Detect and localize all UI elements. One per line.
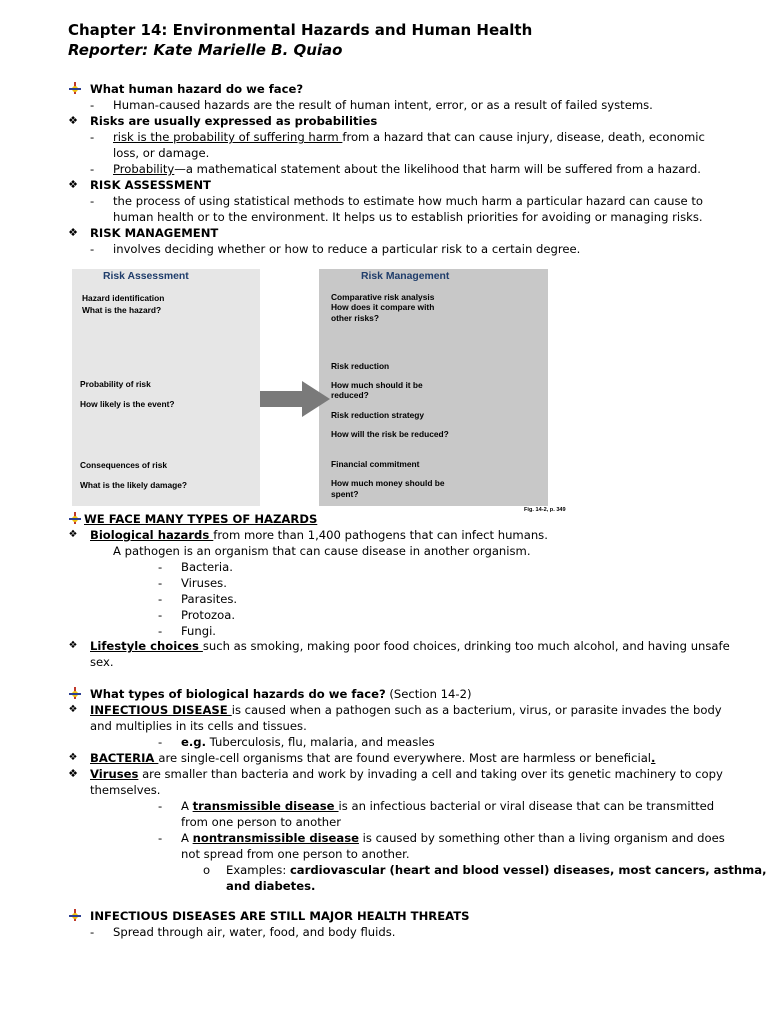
- dash-bullet: -: [158, 560, 163, 574]
- infectious-disease-cont: and multiplies in its cells and tissues.: [90, 719, 307, 733]
- dash-bullet: -: [158, 831, 163, 845]
- bacteria-line: BACTERIA are single-cell organisms that are found everywhere. Most are harmless or beneficial.: [90, 751, 656, 765]
- viruses-cont: themselves.: [90, 783, 161, 797]
- nontransmissible-disease-line: A nontransmissible disease is caused by something other than a living organism and does: [181, 831, 725, 845]
- viruses-line: Viruses are smaller than bacteria and work by invading a cell and taking over its genetic machinery to copy: [90, 767, 723, 781]
- diagram-label: What is the hazard?: [82, 305, 162, 315]
- risk-assessment-heading: RISK ASSESSMENT: [90, 178, 211, 192]
- infectious-threats-heading: INFECTIOUS DISEASES ARE STILL MAJOR HEALTH THREATS: [90, 909, 470, 923]
- risk-assessment-text-cont: human health or to the environment. It helps us to establish priorities for avoiding or managing risks.: [113, 210, 703, 224]
- dash-bullet: -: [158, 799, 163, 813]
- dash-bullet: -: [158, 576, 163, 590]
- dash-bullet: -: [158, 608, 163, 622]
- four-diamond-bullet-icon: ❖: [68, 529, 78, 540]
- example-line: e.g. Tuberculosis, flu, malaria, and measles: [181, 735, 435, 749]
- dash-bullet: -: [90, 162, 95, 176]
- dash-bullet: -: [90, 98, 95, 112]
- diagram-label: How likely is the event?: [80, 399, 175, 409]
- arrow-right-icon: [258, 379, 332, 419]
- examples-line: Examples: cardiovascular (heart and blood vessel) diseases, most cancers, asthma,: [226, 863, 767, 877]
- list-item: Bacteria.: [181, 560, 233, 574]
- dash-bullet: -: [158, 735, 163, 749]
- probability-definition: Probability—a mathematical statement about the likelihood that harm will be suffered from a hazard.: [113, 162, 701, 176]
- biological-hazards-line: Biological hazards from more than 1,400 pathogens that can infect humans.: [90, 528, 548, 542]
- lifestyle-choices-cont: sex.: [90, 655, 114, 669]
- diagram-label: reduced?: [331, 390, 369, 400]
- diagram-label: How will the risk be reduced?: [331, 429, 449, 439]
- pin-bullet-icon: [68, 687, 82, 703]
- dash-bullet: -: [158, 592, 163, 606]
- four-diamond-bullet-icon: ❖: [68, 752, 78, 763]
- pathogen-definition: A pathogen is an organism that can cause disease in another organism.: [113, 544, 531, 558]
- risk-assessment-title: Risk Assessment: [103, 271, 189, 282]
- diagram-label: Comparative risk analysis: [331, 292, 435, 302]
- diamond-bullet-icon: ❖: [68, 114, 78, 127]
- diagram-label: Financial commitment: [331, 459, 420, 469]
- diagram-label: Risk reduction: [331, 361, 390, 371]
- diamond-bullet-icon: ❖: [68, 226, 78, 239]
- diagram-label: Risk reduction strategy: [331, 410, 425, 420]
- four-diamond-bullet-icon: ❖: [68, 640, 78, 651]
- reporter-line: Reporter: Kate Marielle B. Quiao: [68, 41, 343, 59]
- diagram-label: spent?: [331, 489, 359, 499]
- diamond-bullet-icon: ❖: [68, 767, 78, 780]
- list-item: Protozoa.: [181, 608, 236, 622]
- risk-management-heading: RISK MANAGEMENT: [90, 226, 219, 240]
- risks-heading: Risks are usually expressed as probabilities: [90, 114, 378, 128]
- diagram-label: Probability of risk: [80, 379, 151, 389]
- diamond-bullet-icon: ❖: [68, 178, 78, 191]
- risk-management-text: involves deciding whether or how to reduce a particular risk to a certain degree.: [113, 242, 581, 256]
- risk-definition-cont: loss, or damage.: [113, 146, 210, 160]
- infectious-threats-text: Spread through air, water, food, and body fluids.: [113, 925, 396, 939]
- pin-bullet-icon: [68, 909, 82, 925]
- risk-assessment-text: the process of using statistical methods to estimate how much harm a particular hazard can cause to: [113, 194, 704, 208]
- pin-bullet-icon: [68, 512, 82, 528]
- page-title: Chapter 14: Environmental Hazards and Human Health: [68, 21, 533, 39]
- dash-bullet: -: [90, 242, 95, 256]
- hazard-types-heading: WE FACE MANY TYPES OF HAZARDS: [84, 512, 318, 526]
- infectious-disease-line: INFECTIOUS DISEASE is caused when a pathogen such as a bacterium, virus, or parasite invades the body: [90, 703, 722, 717]
- diagram-label: other risks?: [331, 313, 379, 323]
- pin-bullet-icon: [68, 82, 82, 98]
- diagram-label: How much money should be: [331, 478, 445, 488]
- diagram-label: How much should it be: [331, 380, 423, 390]
- dash-bullet: -: [90, 925, 95, 939]
- transmissible-disease-cont: from one person to another: [181, 815, 342, 829]
- dash-bullet: -: [158, 624, 163, 638]
- question-human-hazard: What human hazard do we face?: [90, 82, 304, 96]
- diagram-label: How does it compare with: [331, 302, 435, 312]
- transmissible-disease-line: A transmissible disease is an infectious bacterial or viral disease that can be transmitted: [181, 799, 715, 813]
- figure-caption: Fig. 14-2, p. 349: [524, 507, 566, 513]
- diagram-label: What is the likely damage?: [80, 480, 188, 490]
- diagram-label: Consequences of risk: [80, 460, 168, 470]
- dash-bullet: -: [90, 194, 95, 208]
- risk-definition: risk is the probability of suffering harm from a hazard that can cause injury, disease, death, economic: [113, 130, 705, 144]
- list-item: Parasites.: [181, 592, 238, 606]
- four-diamond-bullet-icon: ❖: [68, 704, 78, 715]
- list-item: Viruses.: [181, 576, 227, 590]
- risk-management-title: Risk Management: [361, 271, 450, 282]
- human-hazard-text: Human-caused hazards are the result of human intent, error, or as a result of failed systems.: [113, 98, 653, 112]
- lifestyle-choices-line: Lifestyle choices such as smoking, making poor food choices, drinking too much alcohol, and having unsafe: [90, 639, 730, 653]
- examples-cont: and diabetes.: [226, 879, 316, 893]
- diagram-label: Hazard identification: [82, 293, 165, 303]
- biological-hazards-heading: What types of biological hazards do we face? (Section 14-2): [90, 687, 472, 701]
- circle-bullet: o: [203, 863, 211, 877]
- dash-bullet: -: [90, 130, 95, 144]
- nontransmissible-disease-cont: not spread from one person to another.: [181, 847, 410, 861]
- list-item: Fungi.: [181, 624, 216, 638]
